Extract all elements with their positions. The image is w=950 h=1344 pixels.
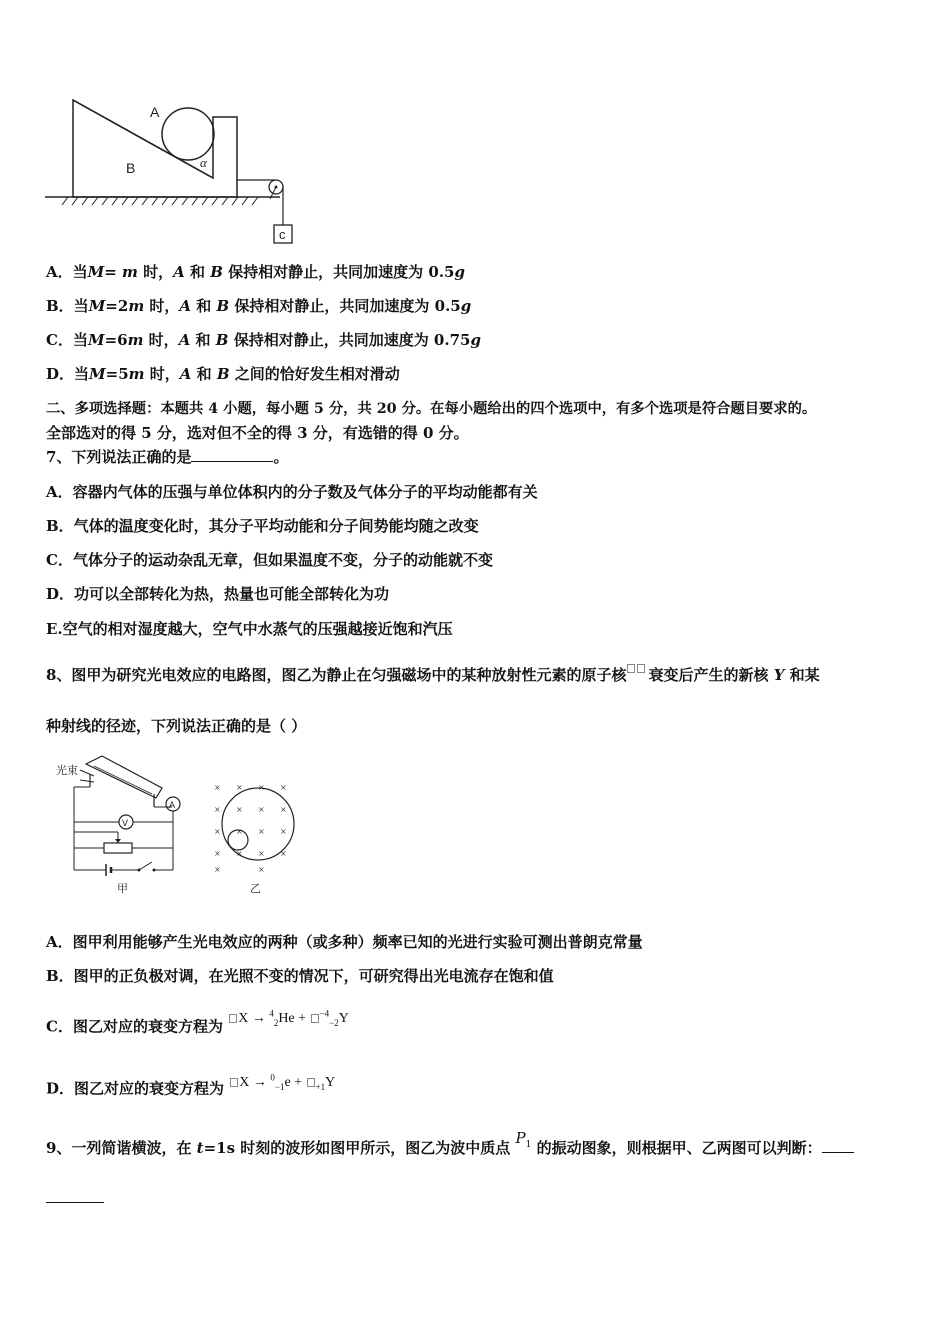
var-B: B [215,331,229,349]
var-P: P [515,1129,526,1147]
var-g: g [470,331,481,349]
he-atomic-number: 2 [273,1017,279,1028]
svg-text:×: × [280,783,287,792]
q8-stem-line1 [46,665,820,685]
q6-option-d [46,364,400,384]
q9-stem [46,1129,854,1165]
q8-option-d [46,1072,336,1104]
q8-option-c-text: C．图乙对应的衰变方程为 [46,1017,223,1036]
arrow: → [249,1074,271,1090]
q8-option-a: A．图甲利用能够产生光电效应的两种（或多种）频率已知的光进行实验可测出普朗克常量 [46,933,643,951]
svg-text:×: × [214,849,221,858]
option-and: 和 [190,331,216,349]
var-Y: Y [773,666,785,684]
decay-equation-beta [229,1072,336,1092]
nucleus-y: Y [338,1010,349,1026]
svg-text:×: × [236,783,243,792]
option-mid: 时， [144,365,180,383]
p-subscript: 1 [525,1140,532,1150]
svg-text:×: × [280,827,287,836]
q9-stem-part2: =1s 时刻的波形如图甲所示，图乙为波中质点 [203,1139,516,1157]
fig1-label-b: B [126,160,136,176]
option-prefix: C．当 [46,331,88,349]
q7-stem [46,447,288,467]
nucleus-x: X [239,1074,250,1090]
incline-block-figure [40,95,310,250]
var-M: M [87,263,105,281]
nucleus-symbol-placeholder [626,657,648,677]
q8-figure [44,752,314,902]
fig2-label-light: 光束 [56,764,78,777]
option-mid: 时， [144,297,180,315]
q6-option-b [46,296,471,316]
svg-text:×: × [214,783,221,792]
var-A: A [178,331,191,349]
var-M: M [88,297,106,315]
option-eq: =2 [105,297,129,315]
fig2-ammeter-label: A [169,800,176,810]
var-M: M [87,331,105,349]
e-mass-number: 0 [270,1072,275,1082]
arrow: → [248,1010,270,1026]
var-B: B [216,365,230,383]
svg-text:×: × [258,849,265,858]
fig2-voltmeter-label: V [122,818,129,828]
answer-blank [822,1138,854,1153]
q7-stem-text: 7、下列说法正确的是 [46,448,192,466]
option-eq: =5 [105,365,129,383]
option-and: 和 [191,365,217,383]
q8-stem-line2: 种射线的径迹，下列说法正确的是（ ） [46,717,307,735]
option-eq: = [104,263,123,281]
q8-option-b: B．图甲的正负极对调，在光照不变的情况下，可研究得出光电流存在饱和值 [46,967,554,985]
q8-stem-part3: 和某 [784,666,820,684]
option-rest: 保持相对静止，共同加速度为 0.5 [229,297,461,315]
fig1-label-alpha: α [200,155,207,170]
svg-text:×: × [258,783,265,792]
option-prefix: D．当 [46,365,90,383]
svg-text:×: × [280,849,287,858]
var-m: m [128,297,145,315]
var-g: g [460,297,472,315]
q7-option-a: A．容器内气体的压强与单位体积内的分子数及气体分子的平均动能都有关 [46,483,538,501]
q7-option-e: E.空气的相对湿度越大，空气中水蒸气的压强越接近饱和汽压 [46,620,453,638]
helium: He [278,1010,295,1026]
electron: e [284,1074,291,1090]
var-A: A [173,263,185,281]
q6-option-c [46,330,481,350]
plus: + [294,1010,310,1026]
var-m: m [122,263,138,281]
option-prefix: A．当 [46,263,88,281]
svg-text:×: × [258,805,265,814]
q7-stem-end: 。 [273,448,289,466]
var-m: m [128,365,145,383]
svg-text:×: × [280,805,287,814]
option-rest: 之间的恰好发生相对滑动 [229,365,400,383]
svg-text:×: × [214,805,221,814]
q7-option-b: B．气体的温度变化时，其分子平均动能和分子间势能均随之改变 [46,517,479,535]
svg-text:×: × [214,827,221,836]
svg-text:×: × [258,827,265,836]
nucleus-x: X [238,1010,249,1026]
e-charge-number: −1 [274,1081,285,1092]
q6-option-a [46,262,465,282]
fig2-label-yi: 乙 [250,882,261,895]
option-rest: 保持相对静止，共同加速度为 0.5 [222,263,455,281]
svg-text:×: × [214,865,221,874]
answer-blank-continued [46,1188,104,1203]
var-B: B [210,263,223,281]
fig1-label-c: c [279,227,286,242]
svg-text:×: × [236,805,243,814]
y-atomic-number: +1 [315,1081,326,1092]
q9-answer-line [46,1188,104,1208]
svg-text:×: × [236,827,243,836]
option-and: 和 [184,263,211,281]
point-p1 [515,1129,532,1150]
q7-option-c: C．气体分子的运动杂乱无章，但如果温度不变，分子的动能就不变 [46,551,493,569]
section-2-note: 全部选对的得 5 分，选对但不全的得 3 分，有选错的得 0 分。 [46,424,469,442]
var-A: A [179,297,192,315]
q8-stem-part2: 衰变后产生的新核 [648,666,774,684]
option-mid: 时， [143,331,179,349]
option-prefix: B．当 [46,297,89,315]
var-A: A [179,365,192,383]
option-and: 和 [191,297,217,315]
q8-option-c [46,1008,349,1042]
q8-option-d-text: D．图乙对应的衰变方程为 [46,1079,225,1098]
option-mid: 时， [137,263,174,281]
var-t: t [196,1139,204,1157]
var-g: g [454,263,465,281]
y-mass-number: −4 [319,1008,330,1018]
fig2-label-jia: 甲 [117,882,128,895]
svg-text:×: × [258,865,265,874]
var-B: B [216,297,230,315]
plus: + [290,1074,306,1090]
fig1-label-a: A [150,104,160,120]
var-M: M [89,365,106,383]
decay-equation-alpha [228,1008,349,1028]
option-eq: =6 [104,331,128,349]
nucleus-y: Y [325,1074,336,1090]
q8-stem-part1: 8、图甲为研究光电效应的电路图，图乙为静止在匀强磁场中的某种放射性元素的原子核 [46,666,627,684]
he-mass-number: 4 [269,1008,274,1018]
q9-stem-part3: 的振动图象，则根据甲、乙两图可以判断： [531,1139,822,1157]
section-2-heading: 二、多项选择题：本题共 4 小题，每小题 5 分，共 20 分。在每小题给出的四个选项中，有多个选项是符合题目要求的。 [46,401,817,417]
answer-blank [191,447,273,462]
option-rest: 保持相对静止，共同加速度为 0.75 [228,331,471,349]
y-atomic-number: −2 [329,1017,339,1028]
q7-option-d: D．功可以全部转化为热，热量也可能全部转化为功 [46,585,390,603]
q9-stem-part1: 9、一列简谐横波，在 [46,1139,197,1157]
svg-text:×: × [236,849,243,858]
var-m: m [127,331,144,349]
